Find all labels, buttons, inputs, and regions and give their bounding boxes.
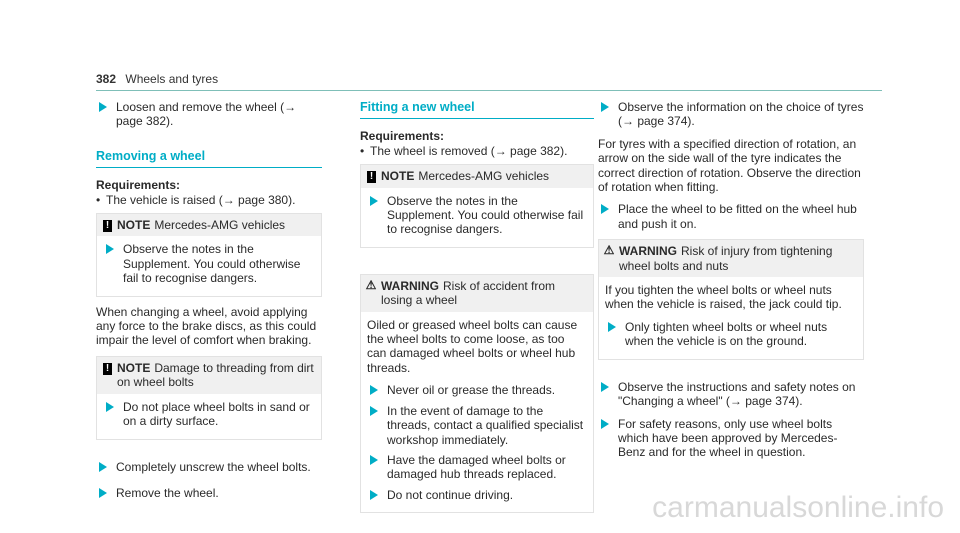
column-3: [598, 100, 864, 468]
step-observe-instructions: Observe the instructions and safety notes on "Changing a wheel" (→ page 374).: [598, 380, 864, 409]
warning-triangle-icon: ⚠: [603, 243, 615, 258]
column-1: [96, 100, 322, 508]
requirement-item: • The wheel is removed (→ page 382).: [360, 143, 568, 158]
step-arrow-icon: [608, 322, 616, 332]
note-icon: !: [103, 363, 112, 375]
header-rule: [96, 90, 882, 91]
requirements-heading: Requirements:: [96, 178, 181, 193]
step-arrow-icon: [99, 488, 107, 498]
warning-body: If you tighten the wheel bolts or wheel nuts when the vehicle is raised, the jack could tip.: [605, 283, 842, 312]
step-arrow-icon: [601, 102, 609, 112]
step-observe-tyres: Observe the information on the choice of tyres (→ page 374).: [598, 100, 864, 129]
step-arrow-icon: [370, 196, 378, 206]
step-arrow-icon: [370, 455, 378, 465]
warning-body: Oiled or greased wheel bolts can cause the wheel bolts to come loose, as too can damaged wheel bolts or wheel hub threads.: [367, 317, 578, 375]
step-arrow-icon: [106, 402, 114, 412]
paragraph-brake-discs: When changing a wheel, avoid applying any force to the brake discs, as this could impair the level of comfort when braking.: [96, 304, 317, 348]
step-arrow-icon: [601, 419, 609, 429]
step-arrow-icon: [106, 244, 114, 254]
step-place-wheel: Place the wheel to be fitted on the wheel hub and push it on.: [598, 202, 864, 231]
step-arrow-icon: [99, 102, 107, 112]
section-title-fitting: Fitting a new wheel: [360, 100, 594, 119]
step-arrow-icon: [99, 462, 107, 472]
note-box-threading: ! NOTE Damage to threading from dirt on wheel bolts Do not place wheel bolts in sand or on a dirty surface.: [96, 356, 322, 440]
step-loosen: Loosen and remove the wheel (→ page 382).: [96, 100, 322, 129]
watermark: carmanualsonline.info: [652, 491, 944, 524]
step-arrow-icon: [601, 382, 609, 392]
requirements-heading: Requirements:: [360, 129, 445, 144]
warning-box-tightening: ⚠ WARNING Risk of injury from tightening wheel bolts and nuts If you tighten the wheel bolts or wheel nuts when the vehicle is raised, the jack could tip. Only tighten wheel bolts or wheel nuts when the vehicle is on the ground.: [598, 239, 864, 359]
note-icon: !: [367, 171, 376, 183]
section-title-removing: Removing a wheel: [96, 149, 322, 168]
column-2: [360, 100, 594, 521]
step-arrow-icon: [370, 385, 378, 395]
step-safety-bolts: For safety reasons, only use wheel bolts which have been approved by Mercedes-Benz and for the wheel in question.: [598, 417, 864, 460]
paragraph-rotation: For tyres with a specified direction of rotation, an arrow on the side wall of the tyre indicates the correct direction of rotation. Observe the direction of rotation when fitting.: [598, 136, 861, 195]
step-arrow-icon: [370, 490, 378, 500]
note-icon: !: [103, 220, 112, 232]
step-remove: Remove the wheel.: [96, 486, 322, 500]
page-header: [96, 72, 218, 86]
chapter-title: Wheels and tyres: [125, 72, 219, 86]
warning-triangle-icon: ⚠: [365, 277, 377, 292]
step-arrow-icon: [601, 204, 609, 214]
warning-box-losing-wheel: ⚠ WARNING Risk of accident from losing a wheel Oiled or greased wheel bolts can cause the wheel bolts to come loose, as too can damaged wheel bolts or wheel hub threads. Never oil or grease the threads. In the event of damage to the threads, contact a qualified specialist workshop immediately. Have the damaged wheel bolts or damaged hub threads replaced. Do not continue driving.: [360, 274, 594, 513]
note-box-amg: ! NOTE Mercedes-AMG vehicles Observe the notes in the Supplement. You could otherwise fail to recognise dangers.: [360, 164, 594, 248]
step-unscrew: Completely unscrew the wheel bolts.: [96, 460, 322, 474]
step-arrow-icon: [370, 406, 378, 416]
requirement-item: • The vehicle is raised (→ page 380).: [96, 192, 296, 207]
page-number: 382: [96, 72, 117, 86]
note-box-amg: ! NOTE Mercedes-AMG vehicles Observe the notes in the Supplement. You could otherwise fail to recognise dangers.: [96, 213, 322, 297]
